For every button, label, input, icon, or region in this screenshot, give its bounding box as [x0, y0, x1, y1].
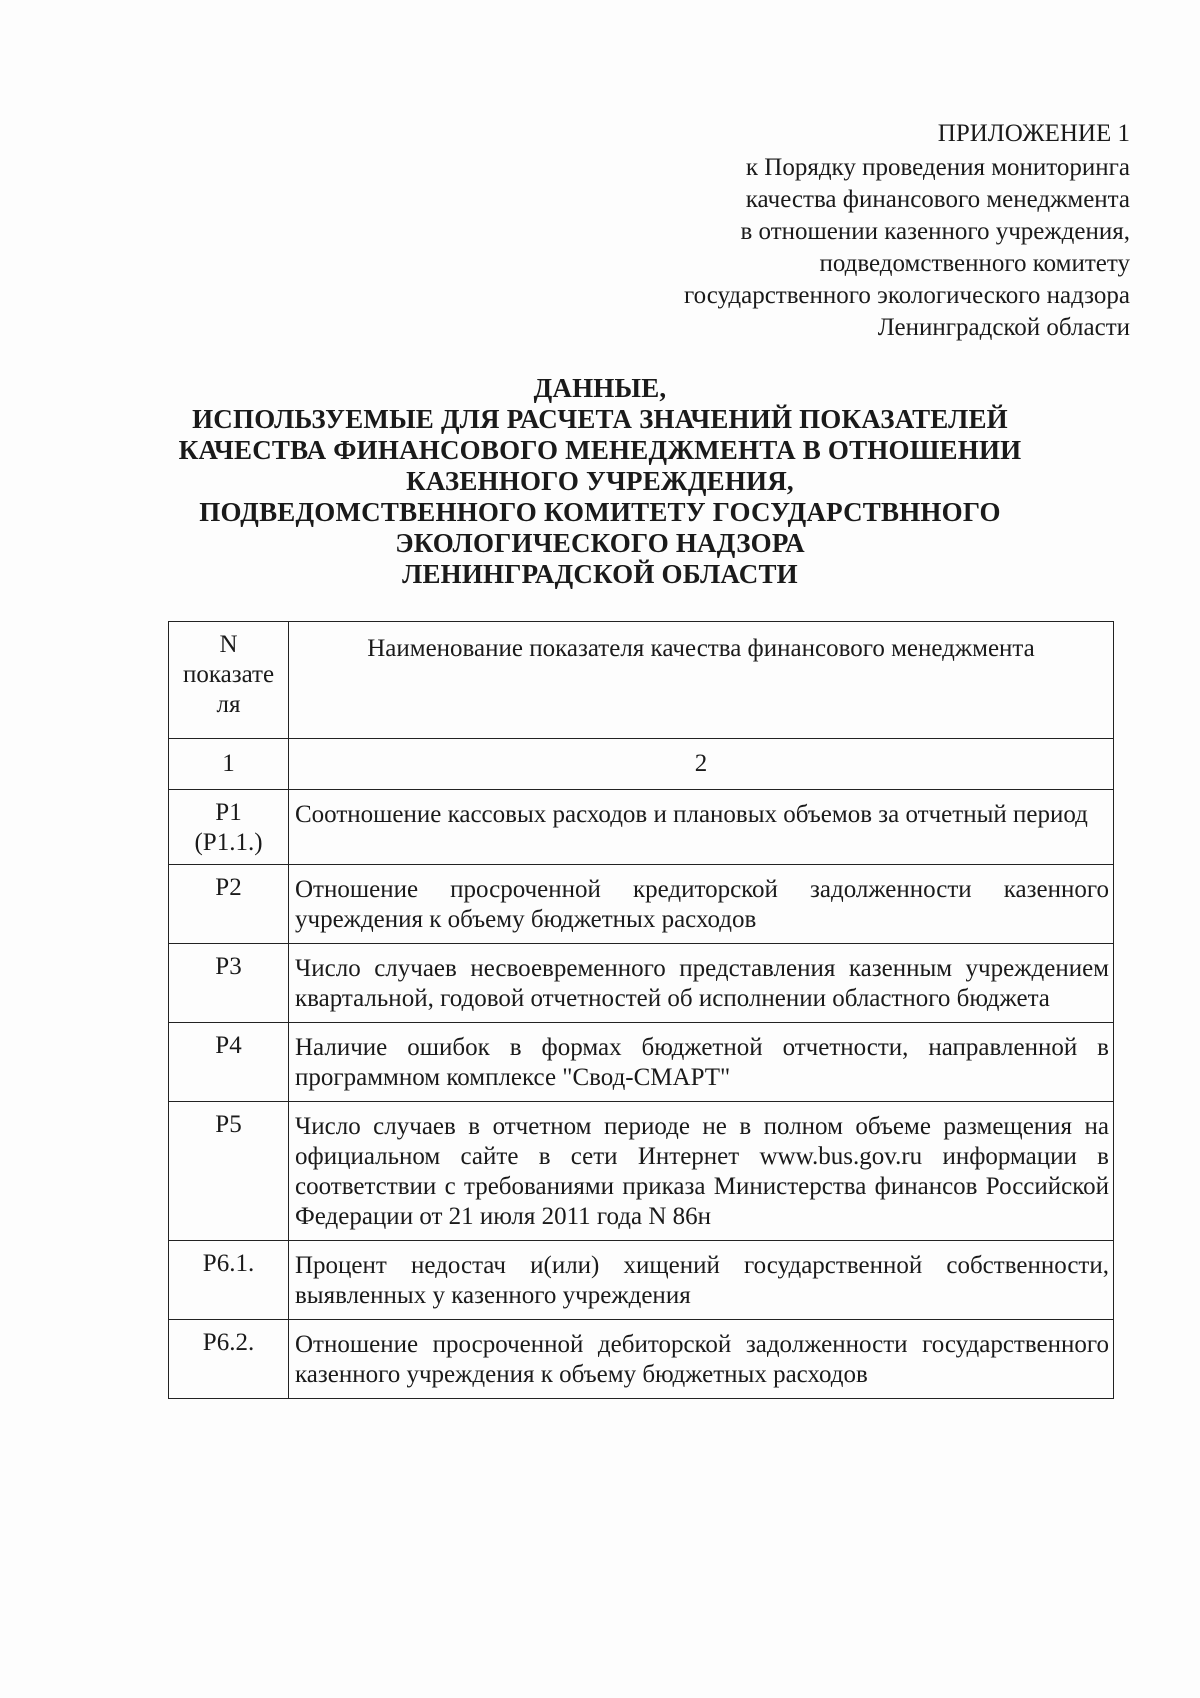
heading-line: КАЧЕСТВА ФИНАНСОВОГО МЕНЕДЖМЕНТА В ОТНОШЕНИИ	[178, 435, 1022, 465]
column-number-cell: 1	[169, 739, 289, 790]
indicator-name: Отношение просроченной кредиторской задолженности казенного учреждения к объему бюджетных расходов	[289, 865, 1114, 944]
indicator-number	[169, 1102, 289, 1241]
table-header-row	[169, 622, 1114, 739]
appendix-line: в отношении казенного учреждения,	[740, 218, 1130, 245]
heading-line: ЭКОЛОГИЧЕСКОГО НАДЗОРА	[395, 528, 805, 558]
header-number-line: N	[219, 631, 238, 658]
indicator-number	[169, 944, 289, 1023]
indicator-number-line: P4	[215, 1032, 242, 1059]
heading-line: ИСПОЛЬЗУЕМЫЕ ДЛЯ РАСЧЕТА ЗНАЧЕНИЙ ПОКАЗАТЕЛЕЙ	[192, 404, 1008, 434]
indicator-name: Соотношение кассовых расходов и плановых объемов за отчетный период	[289, 790, 1114, 865]
indicators-table	[168, 621, 1114, 1399]
indicator-name: Число случаев в отчетном периоде не в полном объеме размещения на официальном сайте в сети Интернет www.bus.gov.ru информации в соответствии с требованиями приказа Министерства финансов Российской Федерации от 21 июля 2011 года N 86н	[289, 1102, 1114, 1241]
indicator-number	[169, 1023, 289, 1102]
header-name-cell: Наименование показателя качества финансового менеджмента	[289, 622, 1114, 739]
appendix-block	[684, 118, 1130, 344]
header-number-cell	[169, 622, 289, 739]
header-number-line: показате	[182, 661, 275, 688]
header-number-line: ля	[216, 691, 241, 718]
indicator-number-line: P6.1.	[202, 1250, 255, 1277]
indicator-number-line: P2	[215, 874, 242, 901]
table-row	[169, 1241, 1114, 1320]
indicator-name: Процент недостач и(или) хищений государственной собственности, выявленных у казенного учреждения	[289, 1241, 1114, 1320]
column-numbers-row	[169, 739, 1114, 790]
indicator-name: Наличие ошибок в формах бюджетной отчетности, направленной в программном комплексе "Свод-СМАРТ"	[289, 1023, 1114, 1102]
indicator-number-line: P1	[215, 799, 242, 826]
appendix-line: качества финансового менеджмента	[745, 186, 1130, 213]
appendix-line: Ленинградской области	[877, 314, 1130, 341]
indicator-number	[169, 1320, 289, 1399]
appendix-line: к Порядку проведения мониторинга	[745, 154, 1130, 181]
table-row	[169, 865, 1114, 944]
table-row	[169, 1320, 1114, 1399]
heading-line: ДАННЫЕ,	[533, 373, 667, 403]
appendix-title: ПРИЛОЖЕНИЕ 1	[937, 120, 1130, 147]
heading-line: ЛЕНИНГРАДСКОЙ ОБЛАСТИ	[402, 559, 798, 589]
indicator-number-line: P6.2.	[202, 1329, 255, 1356]
indicator-number-line: (P1.1.)	[194, 829, 263, 856]
appendix-line: подведомственного комитету	[819, 250, 1130, 277]
column-number-cell: 2	[289, 739, 1114, 790]
table-row	[169, 944, 1114, 1023]
appendix-line: государственного экологического надзора	[683, 282, 1130, 309]
indicator-name: Число случаев несвоевременного представления казенным учреждением квартальной, годовой отчетностей об исполнении областного бюджета	[289, 944, 1114, 1023]
indicator-number-line: P3	[215, 953, 242, 980]
heading-line: КАЗЕННОГО УЧРЕЖДЕНИЯ,	[406, 466, 794, 496]
indicator-number	[169, 790, 289, 865]
indicator-number-line: P5	[215, 1111, 242, 1138]
table-row	[169, 1102, 1114, 1241]
table-row	[169, 1023, 1114, 1102]
document-heading	[160, 373, 1040, 590]
indicator-number	[169, 1241, 289, 1320]
indicator-number	[169, 865, 289, 944]
table-row	[169, 790, 1114, 865]
indicator-name: Отношение просроченной дебиторской задолженности государственного казенного учреждения к объему бюджетных расходов	[289, 1320, 1114, 1399]
heading-line: ПОДВЕДОМСТВЕННОГО КОМИТЕТУ ГОСУДАРСТВННОГО	[199, 497, 1001, 527]
